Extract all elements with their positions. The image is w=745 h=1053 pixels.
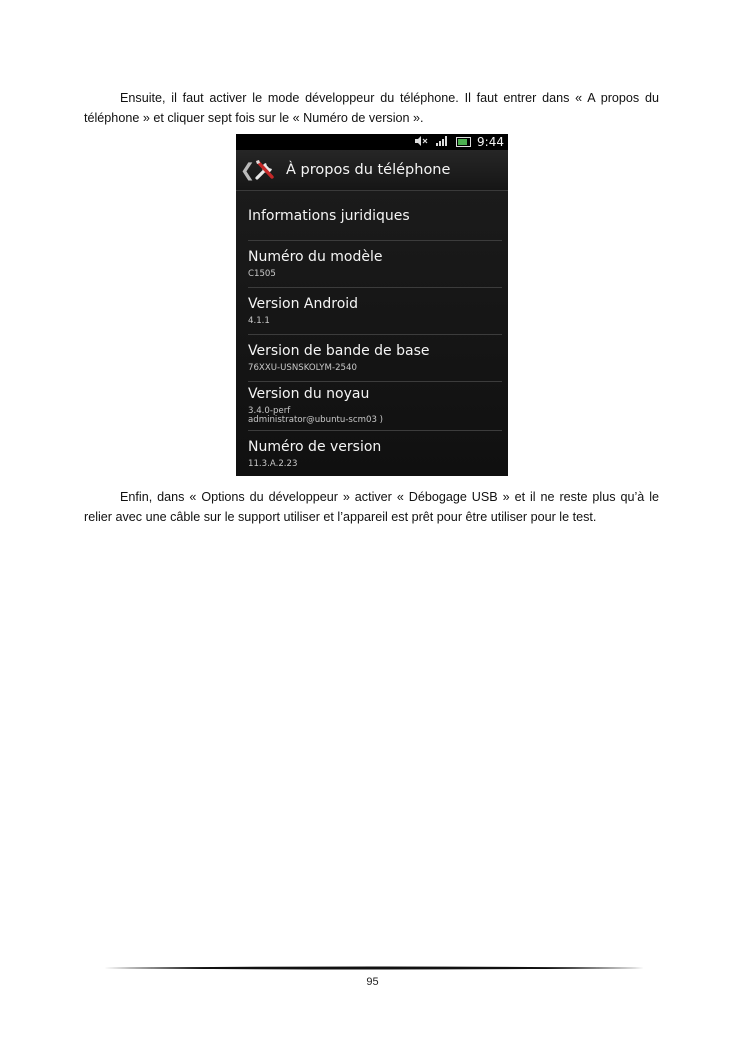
list-item-build-number[interactable]: Numéro de version 11.3.A.2.23 <box>248 439 382 469</box>
battery-icon <box>456 137 471 147</box>
action-bar <box>236 150 508 191</box>
screen-title: À propos du téléphone <box>286 162 451 178</box>
mute-icon <box>414 136 428 149</box>
status-bar <box>236 134 508 150</box>
list-item-legal-info[interactable]: Informations juridiques <box>248 191 502 241</box>
list-item-model-number[interactable]: Numéro du modèle C1505 <box>248 241 502 288</box>
paragraph-conclusion: Enfin, dans « Options du développeur » activer « Débogage USB » et il ne reste plus qu’à le relier avec une câble sur le support utiliser et l’appareil est prêt pour être utiliser pour le test. <box>84 490 659 524</box>
phone-screenshot <box>236 134 508 476</box>
back-chevron-icon[interactable]: ❮ <box>240 159 256 181</box>
list-item-android-version[interactable]: Version Android 4.1.1 <box>248 288 502 335</box>
list-item-kernel-version[interactable]: Version du noyau 3.4.0-perf administrator@ubuntu-scm03 ) <box>248 382 502 431</box>
settings-list <box>236 191 508 476</box>
footer-divider <box>104 966 644 970</box>
signal-icon <box>434 136 450 149</box>
list-item-baseband-version[interactable]: Version de bande de base 76XXU-USNSKOLYM-2540 <box>248 335 502 382</box>
status-time: 9:44 <box>477 135 504 149</box>
settings-tools-icon <box>252 157 278 183</box>
paragraph-intro: Ensuite, il faut activer le mode développeur du téléphone. Il faut entrer dans « A propos du téléphone » et cliquer sept fois sur le « Numéro de version ». <box>84 91 659 125</box>
page-number: 95 <box>366 976 379 988</box>
